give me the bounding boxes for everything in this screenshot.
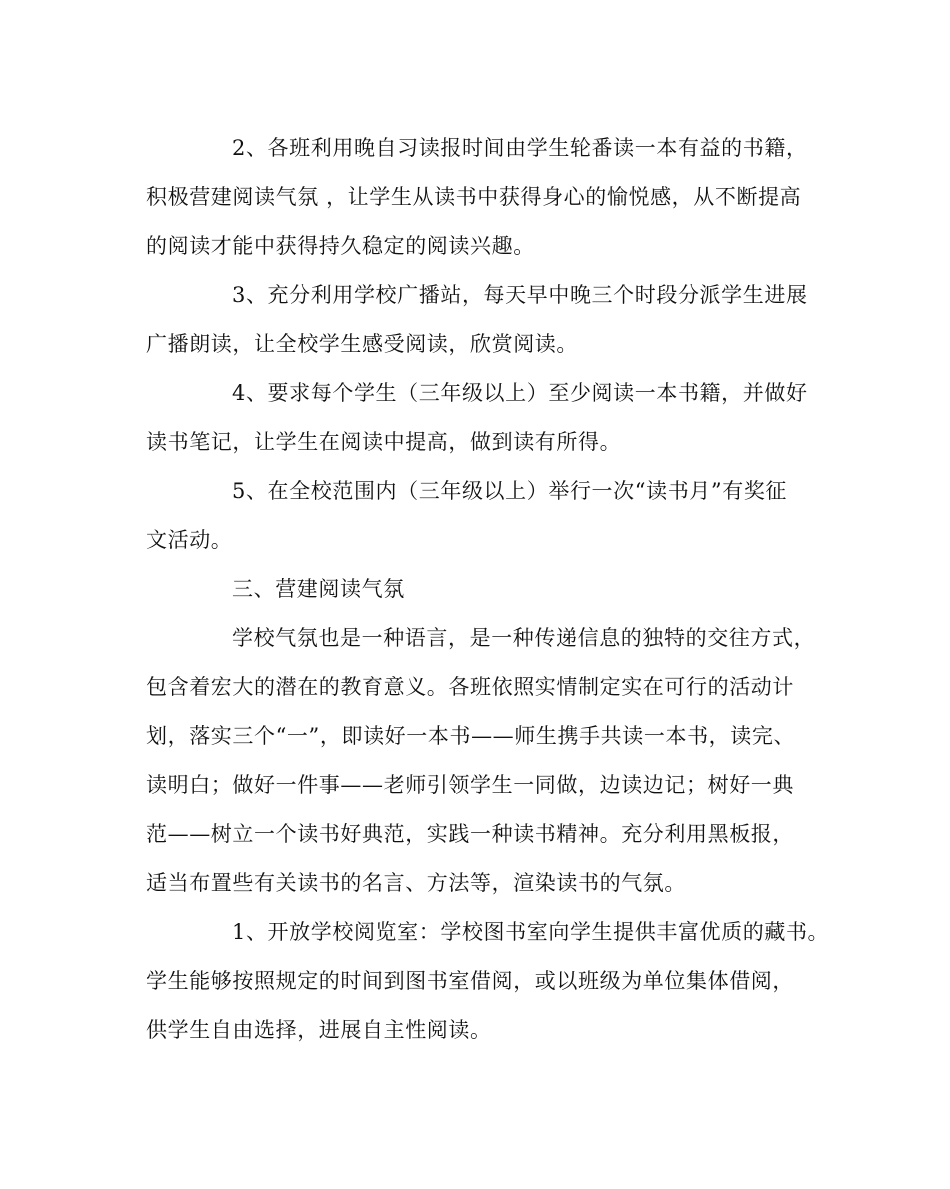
text-line: 学生能够按照规定的时间到图书室借阅，或以班级为单位集体借阅， [146,969,794,993]
text-line: 2、各班利用晚自习读报时间由学生轮番读一本有益的书籍， [232,136,808,160]
text-line: 文活动。 [146,528,233,552]
text-line: 供学生自由选择，进展自主性阅读。 [146,1018,492,1042]
text-line: 划，落实三个“一”，即读好一本书——师生携手共读一本书，读完、 [146,724,796,748]
text-line: 读书笔记，让学生在阅读中提高，做到读有所得。 [146,430,622,454]
text-line: 5、在全校范围内（三年级以上）举行一次“读书月”有奖征 [232,479,788,503]
text-line: 学校气氛也是一种语言，是一种传递信息的独特的交往方式， [232,626,816,650]
text-line: 的阅读才能中获得持久稳定的阅读兴趣。 [146,234,535,258]
text-line: 读明白；做好一件事——老师引领学生一同做，边读边记；树好一典 [146,773,794,797]
text-line: 广播朗读，让全校学生感受阅读，欣赏阅读。 [146,332,578,356]
text-line: 积极营建阅读气氛 ，让学生从读书中获得身心的愉悦感，从不断提高 [146,185,802,209]
text-line: 4、要求每个学生（三年级以上）至少阅读一本书籍，并做好 [232,381,808,405]
text-line: 范——树立一个读书好典范，实践一种读书精神。充分利用黑板报， [146,822,794,846]
text-line: 1、开放学校阅览室：学校图书室向学生提供丰富优质的藏书。 [232,920,830,944]
text-line: 3、充分利用学校广播站，每天早中晚三个时段分派学生进展 [232,283,808,307]
text-line: 包含着宏大的潜在的教育意义。各班依照实情制定实在可行的活动计 [146,675,794,699]
text-line: 适当布置些有关读书的名言、方法等，渲染读书的气氛。 [146,871,686,895]
section-heading: 三、营建阅读气氛 [232,577,405,601]
